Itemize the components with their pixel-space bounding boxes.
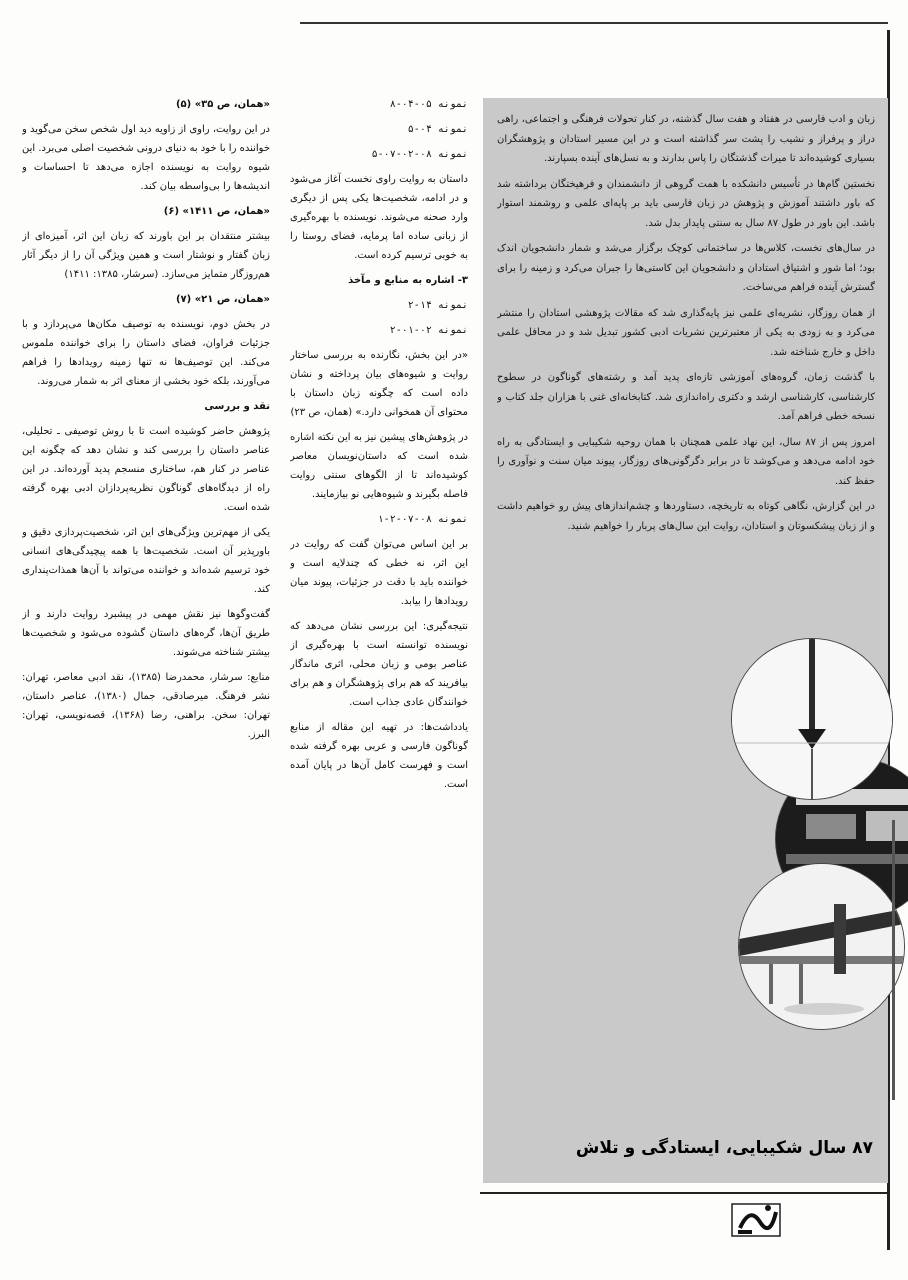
text-column-middle xyxy=(290,95,468,975)
paragraph: در سال‌های نخست، کلاس‌ها در ساختمانی کوچک برگزار می‌شد و شمار دانشجویان اندک بود؛ اما شور و اشتیاق استادان و دانشجویان این کاستی‌ها را جبران می‌کرد و زمینه را برای گسترش آینده فراهم می‌ساخت. xyxy=(497,243,875,293)
paragraph: بر این اساس می‌توان گفت که روایت در این اثر، نه خطی که چندلایه است و خواننده باید با دقت در جزئیات، پیوند میان رویدادها را بیابد. xyxy=(290,539,468,607)
paragraph: در این روایت، راوی از زاویه دید اول شخص سخن می‌گوید و خواننده را با خود به دنیای درونی شخصیت اصلی می‌برد. این شیوه روایت به نویسنده اجازه می‌دهد تا احساسات و اندیشه‌ها را بی‌واسطه بیان کند. xyxy=(22,124,270,192)
example-line: نمونه ۰۸-۰۷-۲-۱ xyxy=(377,514,468,525)
example-line: نمونه ۰۵-۰۴-۸ xyxy=(389,99,468,110)
example-line: نمونه ۰۸-۰۲-۰۷-۵ xyxy=(371,149,468,160)
paragraph: در پژوهش‌های پیشین نیز به این نکته اشاره شده است که داستان‌نویسان معاصر کوشیده‌اند تا از الگوهای سنتی روایت فاصله بگیرند و شیوه‌هایی نو بیازمایند. xyxy=(290,432,468,500)
references: منابع: سرشار، محمدرضا (۱۳۸۵)، نقد ادبی معاصر، تهران: نشر فرهنگ. میرصادقی، جمال (۱۳۸۰)، عناصر داستان، تهران: سخن. براهنی، رضا (۱۳۶۸)، قصه‌نویسی، تهران: البرز. xyxy=(22,672,270,740)
example-line: نمونه ۰۲-۰۱-۲ xyxy=(389,325,468,336)
paragraph: نتیجه‌گیری: این بررسی نشان می‌دهد که نویسنده توانسته است با بهره‌گیری از عناصر بومی و زبان محلی، اثری ماندگار بیافریند که هم برای پژوهشگران و هم برای خوانندگان عادی جذاب است. xyxy=(290,621,468,708)
example-line: نمونه ۰۴-۵ xyxy=(407,124,468,135)
feature-article-box xyxy=(483,98,888,1183)
scan-mark xyxy=(892,820,895,1100)
section-heading: ۳- اشاره به منابع و مآخذ xyxy=(348,275,468,286)
scan-border-top xyxy=(300,22,888,24)
paragraph: یادداشت‌ها: در تهیه این مقاله از منابع گوناگون فارسی و عربی بهره گرفته شده است و فهرست کامل آن‌ها در پایان آمده است. xyxy=(290,722,468,790)
paragraph: «همان، ص ۳۵» (۵) xyxy=(175,99,270,110)
photo-campus-building xyxy=(738,863,905,1030)
paragraph: بیشتر منتقدان بر این باورند که زبان این اثر، آمیزه‌ای از زبان گفتار و نوشتار است و همین ویژگی آن را از دیگر آثار هم‌روزگار متمایز می‌سازد. (سرشار، ۱۳۸۵: ۱۴۱۱) xyxy=(22,231,270,280)
paragraph: «همان، ص ۲۱» (۷) xyxy=(175,294,270,305)
paragraph: «همان، ص ۱۴۱۱» (۶) xyxy=(163,206,270,217)
paragraph: پژوهش حاضر کوشیده است تا با روش توصیفی ـ تحلیلی، عناصر داستان را بررسی کند و نشان دهد که چگونه این عناصر در کنار هم، ساختاری منسجم پدید آورده‌اند. در این راه از دیدگاه‌های گوناگون نظریه‌پردازان ادبی بهره گرفته شده است. xyxy=(22,426,270,513)
quotation: «در این بخش، نگارنده به بررسی ساختار روایت و شیوه‌های بیان پرداخته و نشان داده است که چگونه زبان داستان با محتوای آن همخوانی دارد.» (همان، ص ۲۳) xyxy=(290,350,468,418)
magazine-logo-graphic xyxy=(730,1198,782,1240)
paragraph: با گذشت زمان، گروه‌های آموزشی تازه‌ای پدید آمد و رشته‌های گوناگون در سطوح کارشناسی، کارشناسی ارشد و دکتری راه‌اندازی شد. کتابخانه‌ای غنی با هزاران جلد کتاب و نسخه خطی فراهم آمد. xyxy=(497,372,875,422)
feature-headline: ۸۷ سال شکیبایی، ایستادگی و تلاش xyxy=(575,1138,873,1158)
photo-tower xyxy=(731,638,893,800)
paragraph: نخستین گام‌ها در تأسیس دانشکده با همت گروهی از دانشمندان و فرهیختگان برداشته شد که باور داشتند آموزش و پژوهش در زبان فارسی باید بر پایه‌ای علمی و روشمند استوار باشد. این باور در طول ۸۷ سال به سنتی پایدار بدل شد. xyxy=(497,178,875,229)
text-column-left xyxy=(22,95,270,975)
bottom-rule xyxy=(480,1192,888,1194)
paragraph: امروز پس از ۸۷ سال، این نهاد علمی همچنان با همان روحیه شکیبایی و ایستادگی به راه خود ادامه می‌دهد و می‌کوشد تا در برابر دگرگونی‌های روزگار، پیوند میان سنت و نوآوری را حفظ کند. xyxy=(497,436,875,487)
section-heading: نقد و بررسی xyxy=(204,401,270,412)
paragraph: داستان به روایت راوی نخست آغاز می‌شود و در ادامه، شخصیت‌ها یکی پس از دیگری وارد صحنه می‌شوند. نویسنده با بهره‌گیری از زبانی ساده اما پرمایه، فضای روستا را به خوبی ترسیم کرده است. xyxy=(290,174,468,261)
paragraph: زبان و ادب فارسی در هفتاد و هفت سال گذشته، در کنار تحولات فرهنگی و اجتماعی، راهی دراز و پرفراز و نشیب را پشت سر گذاشته است و در این مسیر استادان و پژوهشگران بسیاری کوشیده‌اند تا میراث گذشتگان را پاس بدارند و به نسل‌های آینده بسپارند. xyxy=(497,114,875,164)
paragraph: در این گزارش، نگاهی کوتاه به تاریخچه، دستاوردها و چشم‌اندازهای پیش رو خواهیم داشت و از زبان پیشکسوتان و استادان، روایت این سال‌های پربار را خواهیم شنید. xyxy=(497,501,875,532)
paragraph: از همان روزگار، نشریه‌ای علمی نیز پایه‌گذاری شد که مقالات پژوهشی استادان را منتشر می‌کرد و به زودی به یکی از معتبرترین نشریات ادبی کشور تبدیل شد و در محافل علمی داخل و خارج شناخته شد. xyxy=(497,307,875,358)
paragraph: گفت‌وگوها نیز نقش مهمی در پیشبرد روایت دارند و از طریق آن‌ها، گره‌های داستان گشوده می‌شود و شخصیت‌ها بیشتر شناخته می‌شوند. xyxy=(22,609,270,658)
example-line: نمونه ۱۴-۲ xyxy=(407,300,468,311)
paragraph: یکی از مهم‌ترین ویژگی‌های این اثر، شخصیت‌پردازی دقیق و باورپذیر آن است. شخصیت‌ها با همه پیچیدگی‌های انسانی خود ترسیم شده‌اند و خواننده می‌تواند با آن‌ها همذات‌پنداری کند. xyxy=(22,527,270,595)
magazine-logo xyxy=(730,1198,782,1240)
paragraph: در بخش دوم، نویسنده به توصیف مکان‌ها می‌پردازد و با جزئیات فراوان، فضای داستان را برای خواننده ملموس می‌کند. این توصیف‌ها نه تنها زمینه رویدادها را فراهم می‌آورند، بلکه خود بخشی از معنای اثر به شمار می‌روند. xyxy=(22,319,270,387)
